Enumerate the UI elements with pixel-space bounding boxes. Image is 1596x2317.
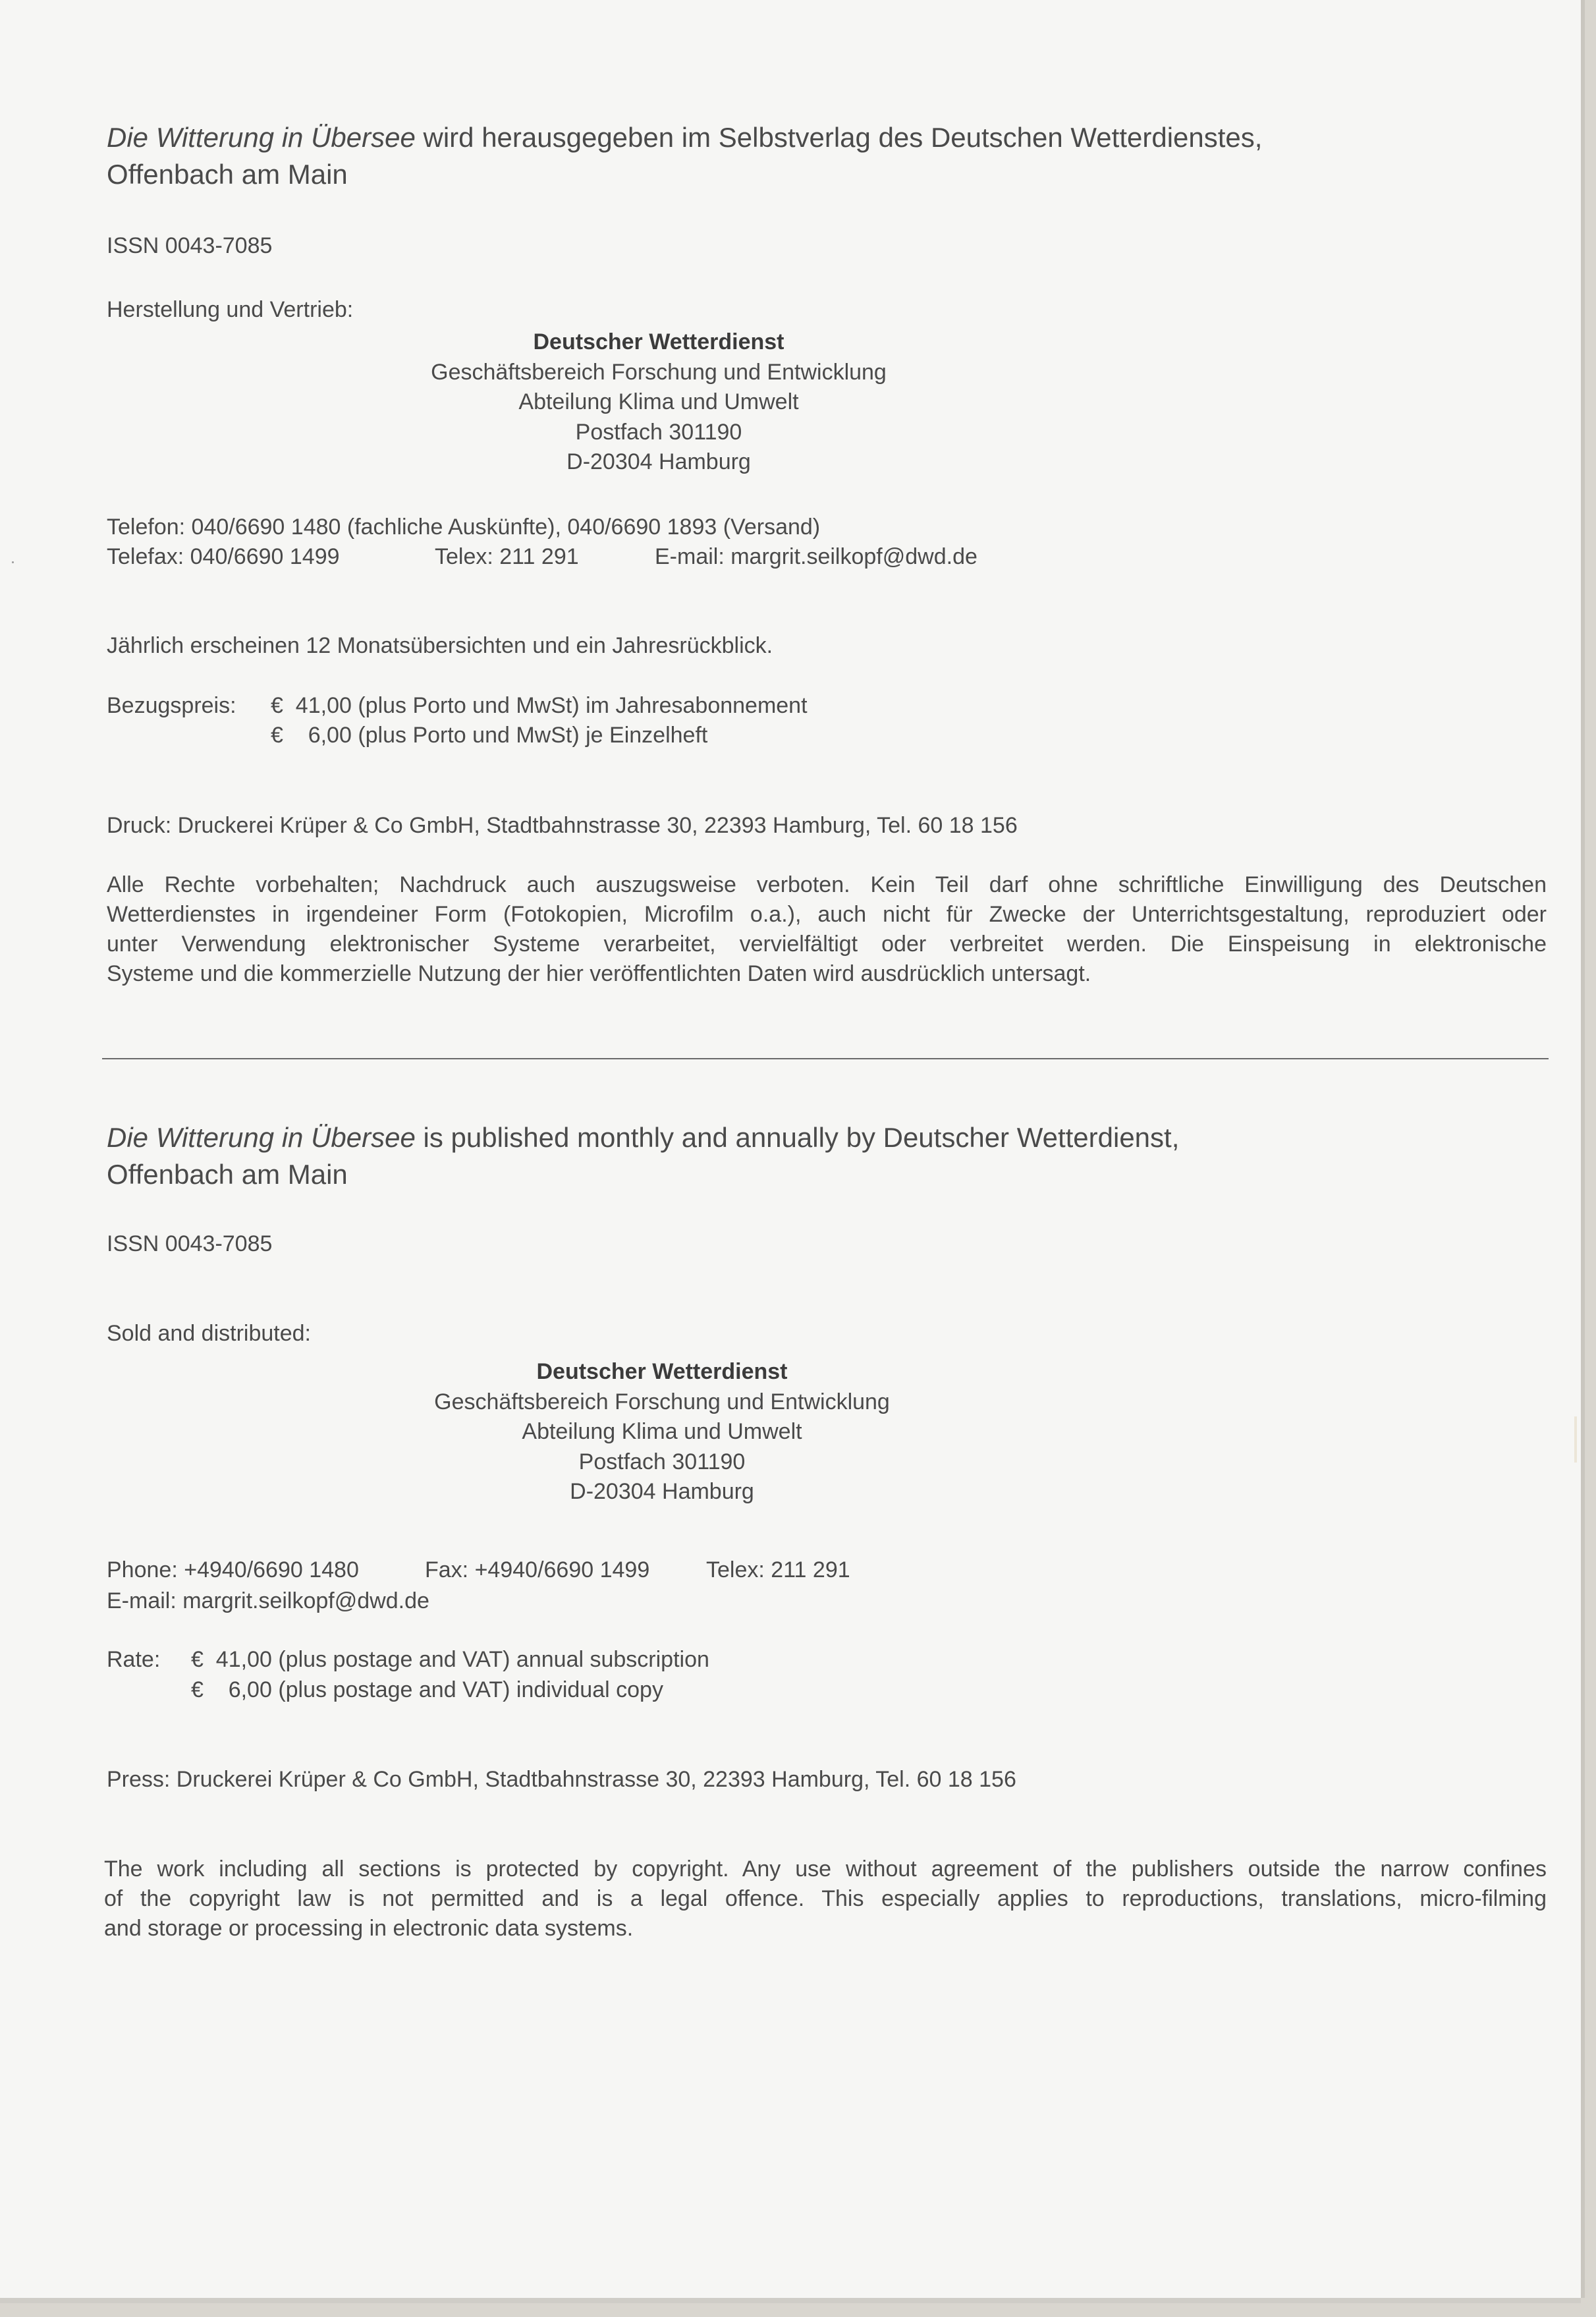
address-pobox: Postfach 301190 [575,419,742,445]
german-price-single: € 6,00 (plus Porto und MwSt) je Einzelheft [271,723,708,748]
english-fax: Fax: +4940/6690 1499 [425,1557,650,1582]
address-division: Abteilung Klima und Umwelt [522,1419,802,1444]
english-title-rest: is published monthly and annually by Deutscher Wetterdienst, [415,1122,1180,1153]
english-address-block [293,1357,1031,1507]
english-press: Press: Druckerei Krüper & Co GmbH, Stadtbahnstrasse 30, 22393 Hamburg, Tel. 60 18 156 [107,1767,1016,1792]
german-title-rest: wird herausgegeben im Selbstverlag des Deutschen Wetterdienstes, [415,122,1263,153]
german-title [107,119,1547,156]
german-address-block [290,327,1028,478]
rights-line: Systeme und die kommerzielle Nutzung der hier veröffentlichten Daten wird ausdrücklich untersagt. [107,961,1091,986]
german-price-label: Bezugspreis: [107,693,236,718]
german-issn: ISSN 0043-7085 [107,233,273,258]
english-email: E-mail: margrit.seilkopf@dwd.de [107,1588,429,1613]
address-dept: Geschäftsbereich Forschung und Entwicklung [431,359,887,385]
english-rate-single: € 6,00 (plus postage and VAT) individual copy [191,1677,663,1702]
german-rights-paragraph [107,870,1547,989]
address-city: D-20304 Hamburg [570,1479,754,1504]
english-title-line2: Offenbach am Main [107,1159,348,1190]
publication-name: Die Witterung in Übersee [107,122,416,153]
english-issn: ISSN 0043-7085 [107,1231,273,1256]
paper-stain [1574,1416,1577,1463]
german-phone-line: Telefon: 040/6690 1480 (fachliche Auskünfte), 040/6690 1893 (Versand) [107,515,821,540]
english-distribution-label: Sold and distributed: [107,1321,311,1346]
rights-line: Alle Rechte vorbehalten; Nachdruck auch auszugsweise verboten. Kein Teil darf ohne schriftliche Einwilligung des Deutschen [107,872,1547,897]
german-telex: Telex: 211 291 [435,544,579,569]
english-rate-label: Rate: [107,1647,161,1672]
address-city: D-20304 Hamburg [566,449,751,474]
address-org: Deutscher Wetterdienst [536,1359,788,1384]
section-divider [102,1058,1549,1059]
english-telex: Telex: 211 291 [706,1557,850,1582]
german-title-line2: Offenbach am Main [107,159,348,190]
address-pobox: Postfach 301190 [578,1449,746,1474]
english-copyright-paragraph [104,1855,1547,1943]
address-division: Abteilung Klima und Umwelt [518,389,799,414]
copyright-line: The work including all sections is protected by copyright. Any use without agreement of the publishers outside the narrow confines [104,1856,1547,1882]
german-email: E-mail: margrit.seilkopf@dwd.de [655,544,977,569]
address-org: Deutscher Wetterdienst [533,329,784,354]
english-rate-annual: € 41,00 (plus postage and VAT) annual subscription [191,1647,709,1672]
german-fax: Telefax: 040/6690 1499 [107,544,340,569]
german-price-annual: € 41,00 (plus Porto und MwSt) im Jahresabonnement [271,693,808,718]
german-production-label: Herstellung und Vertrieb: [107,297,354,322]
rights-line: Wetterdienstes in irgendeiner Form (Fotokopien, Microfilm o.a.), auch nicht für Zwecke der Unterrichtsgestaltung, reproduziert oder [107,902,1547,927]
german-print: Druck: Druckerei Krüper & Co GmbH, Stadtbahnstrasse 30, 22393 Hamburg, Tel. 60 18 156 [107,813,1018,838]
publication-name: Die Witterung in Übersee [107,1122,416,1153]
scan-speck [12,561,14,563]
german-frequency: Jährlich erscheinen 12 Monatsübersichten und ein Jahresrückblick. [107,633,773,658]
english-phone: Phone: +4940/6690 1480 [107,1557,359,1582]
rights-line: unter Verwendung elektronischer Systeme verarbeitet, vervielfältigt oder verbreitet werden. Die Einspeisung in elektronische [107,932,1547,957]
address-dept: Geschäftsbereich Forschung und Entwicklung [434,1389,890,1414]
copyright-line: of the copyright law is not permitted and is a legal offence. This especially applies to reproductions, translations, micro-filming [104,1886,1547,1911]
copyright-line: and storage or processing in electronic data systems. [104,1916,634,1941]
english-title [107,1119,1547,1156]
